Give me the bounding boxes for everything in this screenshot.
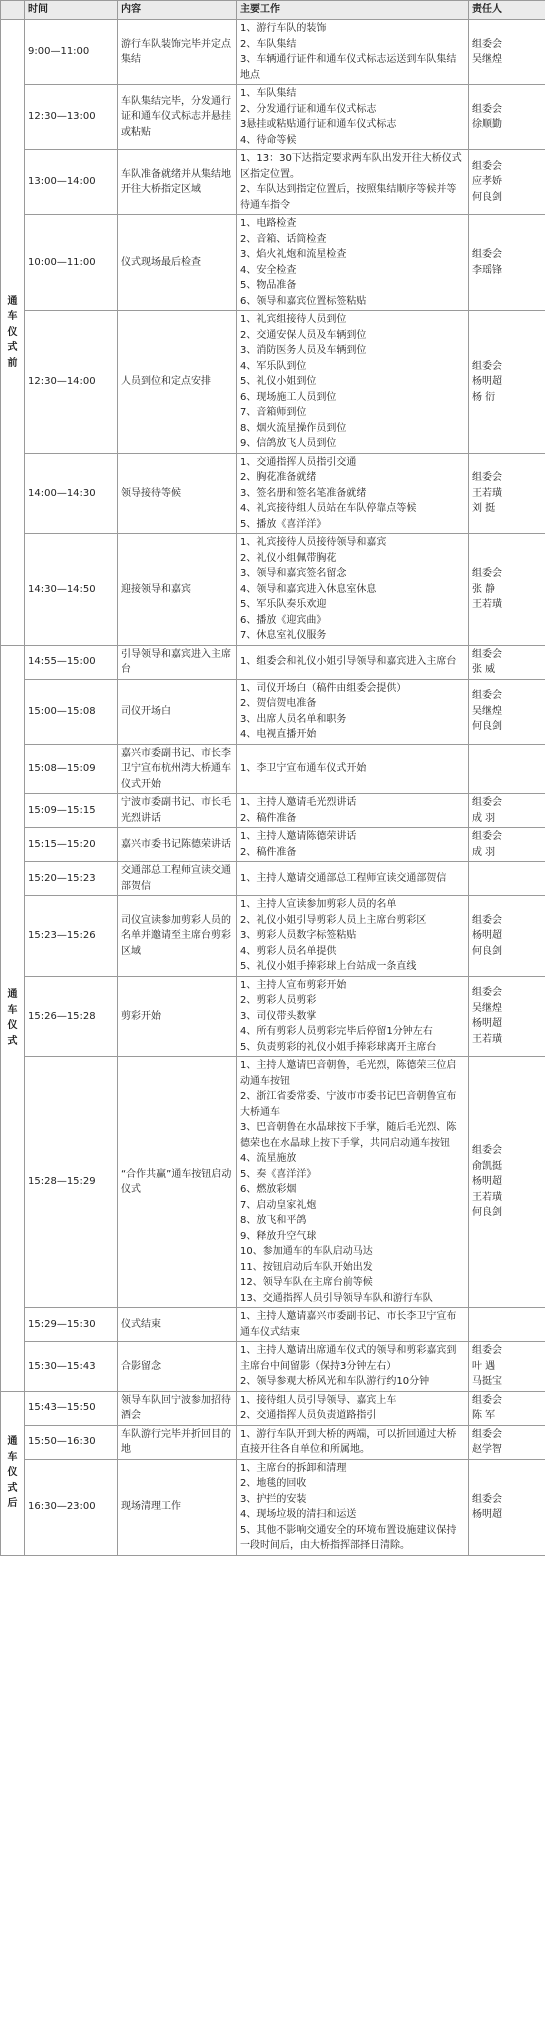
phase-label-char: 仪 [7, 1467, 18, 1479]
schedule-body [1, 20, 545, 1556]
person-name: 组委会 [472, 797, 502, 808]
person-name: 成 羽 [472, 846, 496, 858]
work-item: 5、礼仪小姐到位 [240, 376, 317, 387]
work-item: 5、奏《喜洋洋》 [240, 1168, 317, 1180]
work-item: 4、剪彩人员名单提供 [240, 945, 337, 957]
work-item: 1、交通指挥人员指引交通 [240, 456, 357, 468]
content-cell: 车队游行完毕并折回目的地 [118, 1425, 237, 1459]
work-cell [237, 85, 469, 150]
person-name: 杨明超 [472, 1018, 502, 1030]
person-cell [469, 794, 545, 828]
table-row [1, 976, 545, 1057]
person-name: 杨明超 [472, 1509, 502, 1520]
work-item: 5、礼仪小姐手捧彩球上台站成一条直线 [240, 961, 417, 972]
work-item: 3、出席人员名单和职务 [240, 713, 347, 725]
work-item: 2、剪彩人员剪彩 [240, 995, 317, 1006]
work-item: 1、游行车队的装饰 [240, 23, 327, 34]
person-name: 组委会 [472, 38, 502, 50]
work-item: 2、地毯的回收 [240, 1478, 307, 1489]
work-item: 1、主持人邀请巴音朝鲁，毛光烈，陈德荣三位启动通车按钮 [240, 1060, 457, 1087]
work-cell [237, 645, 469, 679]
person-name: 组委会 [472, 1493, 502, 1505]
person-cell [469, 896, 545, 977]
time-cell: 15:00—15:08 [25, 679, 118, 744]
person-name: 组委会 [472, 1345, 502, 1356]
time-cell: 15:29—15:30 [25, 1308, 118, 1342]
person-name: 组委会 [472, 103, 502, 115]
content-cell: “合作共赢”通车按钮启动仪式 [118, 1057, 237, 1308]
person-name: 组委会 [472, 160, 502, 172]
person-name: 杨明超 [472, 1176, 502, 1188]
content-cell: 仪式结束 [118, 1308, 237, 1342]
person-name: 组委会 [472, 914, 502, 926]
time-cell: 15:08—15:09 [25, 744, 118, 794]
table-row [1, 645, 545, 679]
work-item: 1、组委会和礼仪小姐引导领导和嘉宾进入主席台 [240, 656, 457, 668]
work-item: 4、安全检查 [240, 264, 297, 276]
work-item: 1、李卫宁宣布通车仪式开始 [240, 763, 367, 774]
work-item: 4、礼宾接待组人员站在车队停靠点等候 [240, 503, 417, 514]
work-item: 7、音箱师到位 [240, 407, 307, 418]
phase-label-char: 式 [7, 1035, 18, 1047]
content-cell: 司仪宣读参加剪彩人员的名单并邀请至主席台剪彩区域 [118, 896, 237, 977]
person-cell [469, 976, 545, 1057]
work-item: 2、交通安保人员及车辆到位 [240, 329, 367, 341]
time-cell: 14:55—15:00 [25, 645, 118, 679]
person-name: 王若璜 [472, 599, 502, 610]
table-row [1, 1391, 545, 1425]
table-row [1, 679, 545, 744]
table-row [1, 311, 545, 454]
content-cell: 车队准备就绪并从集结地开往大桥指定区域 [118, 150, 237, 215]
person-name: 何良剑 [472, 945, 502, 957]
person-name: 马挺宝 [472, 1376, 502, 1387]
phase-label-char: 式 [7, 1482, 18, 1494]
work-item: 1、13：30下达指定要求两车队出发开往大桥仪式区指定位置。 [240, 153, 462, 180]
header-row [1, 1, 545, 20]
work-cell [237, 976, 469, 1057]
person-name: 徐顺勤 [472, 119, 502, 130]
time-cell: 14:30—14:50 [25, 534, 118, 646]
content-cell: 游行车队装饰完毕并定点集结 [118, 20, 237, 85]
work-item: 5、负责剪彩的礼仪小姐手捧彩球离开主席台 [240, 1041, 437, 1053]
work-item: 3、领导和嘉宾签名留念 [240, 568, 347, 579]
header-time: 时间 [25, 1, 118, 20]
work-item: 1、电路检查 [240, 218, 297, 229]
content-cell: 领导车队回宁波参加招待酒会 [118, 1391, 237, 1425]
person-name: 组委会 [472, 831, 502, 842]
work-item: 9、释放升空气球 [240, 1230, 317, 1242]
table-row [1, 1459, 545, 1555]
work-item: 1、礼宾组接待人员到位 [240, 314, 347, 325]
work-item: 7、启动皇家礼炮 [240, 1199, 317, 1211]
phase-label-char: 车 [7, 311, 18, 322]
person-name: 吴继煌 [472, 1002, 502, 1014]
work-cell [237, 679, 469, 744]
work-item: 1、主持人宣读参加剪彩人员的名单 [240, 899, 397, 910]
person-name: 张 静 [472, 583, 496, 595]
person-name: 刘 挺 [472, 503, 496, 514]
person-name: 组委会 [472, 472, 502, 483]
content-cell: 现场清理工作 [118, 1459, 237, 1555]
content-cell: 仪式现场最后检查 [118, 215, 237, 311]
person-name: 杨明超 [472, 930, 502, 941]
work-item: 2、分发通行证和通车仪式标志 [240, 103, 377, 115]
work-item: 5、播放《喜洋洋》 [240, 518, 327, 530]
work-item: 4、流星施放 [240, 1153, 297, 1164]
phase-label-char: 仪 [7, 1020, 18, 1031]
person-cell [469, 534, 545, 646]
work-cell [237, 215, 469, 311]
time-cell: 12:30—14:00 [25, 311, 118, 454]
work-item: 4、现场垃圾的清扫和运送 [240, 1509, 357, 1520]
content-cell: 领导接待等候 [118, 453, 237, 534]
table-row [1, 215, 545, 311]
table-row [1, 20, 545, 85]
work-item: 6、现场施工人员到位 [240, 391, 337, 403]
person-cell [469, 1308, 545, 1342]
work-item: 2、车队达到指定位置后，按照集结顺序等候并等待通车指令 [240, 184, 457, 211]
person-cell [469, 311, 545, 454]
work-item: 4、所有剪彩人员剪彩完毕后停留1分钟左右 [240, 1026, 433, 1037]
person-cell [469, 1057, 545, 1308]
time-cell: 15:28—15:29 [25, 1057, 118, 1308]
phase-label-char: 通 [7, 295, 18, 307]
person-cell [469, 85, 545, 150]
work-item: 1、主席台的拆卸和清理 [240, 1462, 347, 1474]
time-cell: 15:43—15:50 [25, 1391, 118, 1425]
work-item: 2、礼仪小组佩带胸花 [240, 552, 337, 564]
work-cell [237, 828, 469, 862]
phase-label [1, 20, 25, 646]
work-item: 13、交通指挥人员引导领导车队和游行车队 [240, 1292, 433, 1304]
work-item: 5、物品准备 [240, 280, 297, 291]
content-cell: 迎接领导和嘉宾 [118, 534, 237, 646]
work-item: 8、放飞和平鸽 [240, 1215, 307, 1226]
work-item: 2、胸花准备就绪 [240, 472, 317, 483]
phase-label-char: 式 [7, 342, 18, 353]
person-cell [469, 20, 545, 85]
work-cell [237, 1057, 469, 1308]
person-name: 何良剑 [472, 1207, 502, 1219]
time-cell: 15:26—15:28 [25, 976, 118, 1057]
person-name: 组委会 [472, 690, 502, 702]
person-cell [469, 215, 545, 311]
person-name: 李瑶锋 [472, 264, 502, 276]
content-cell: 嘉兴市委书记陈德荣讲话 [118, 828, 237, 862]
work-cell [237, 311, 469, 454]
work-item: 1、主持人邀请毛光烈讲话 [240, 797, 357, 808]
table-row [1, 828, 545, 862]
content-cell: 引导领导和嘉宾进入主席台 [118, 645, 237, 679]
person-name: 王若璜 [472, 487, 502, 499]
person-name: 组委会 [472, 249, 502, 260]
work-item: 3、司仪带头数掌 [240, 1010, 317, 1022]
work-cell [237, 1391, 469, 1425]
person-cell [469, 1342, 545, 1392]
person-name: 张 威 [472, 664, 496, 675]
person-name: 吴继煌 [472, 54, 502, 65]
phase-label [1, 645, 25, 1391]
person-name: 叶 遇 [472, 1360, 496, 1372]
work-item: 6、领导和嘉宾位置标签粘贴 [240, 295, 367, 307]
work-item: 6、燃放彩烟 [240, 1184, 297, 1195]
content-cell: 宁波市委副书记、市长毛光烈讲话 [118, 794, 237, 828]
work-item: 1、主持人邀请陈德荣讲话 [240, 831, 357, 842]
content-cell: 司仪开场白 [118, 679, 237, 744]
work-item: 11、按钮启动后车队开始出发 [240, 1261, 373, 1273]
table-row [1, 453, 545, 534]
table-row [1, 794, 545, 828]
work-item: 8、烟火流星操作员到位 [240, 422, 347, 434]
person-cell [469, 828, 545, 862]
content-cell: 嘉兴市委副书记、市长李卫宁宣布杭州湾大桥通车仪式开始 [118, 744, 237, 794]
work-cell [237, 1308, 469, 1342]
phase-label [1, 1391, 25, 1555]
content-cell: 交通部总工程师宣读交通部贺信 [118, 862, 237, 896]
time-cell: 10:00—11:00 [25, 215, 118, 311]
person-name: 成 羽 [472, 812, 496, 824]
table-row [1, 1308, 545, 1342]
header-corner [1, 1, 25, 20]
header-work: 主要工作 [237, 1, 469, 20]
person-cell [469, 679, 545, 744]
time-cell: 13:00—14:00 [25, 150, 118, 215]
work-item: 3、车辆通行证件和通车仪式标志运送到车队集结地点 [240, 54, 457, 81]
person-cell [469, 150, 545, 215]
person-name: 组委会 [472, 1428, 502, 1440]
phase-label-char: 前 [7, 357, 18, 369]
time-cell: 9:00—11:00 [25, 20, 118, 85]
phase-label-char: 车 [7, 1004, 18, 1016]
work-item: 1、礼宾接待人员接待领导和嘉宾 [240, 537, 387, 548]
work-item: 1、接待组人员引导领导、嘉宾上车 [240, 1394, 397, 1406]
content-cell: 剪彩开始 [118, 976, 237, 1057]
work-item: 3、剪彩人员数字标签粘贴 [240, 930, 357, 941]
time-cell: 14:00—14:30 [25, 453, 118, 534]
table-row [1, 862, 545, 896]
table-row [1, 1425, 545, 1459]
work-item: 1、司仪开场白（稿件由组委会提供） [240, 682, 407, 694]
phase-label-char: 车 [7, 1451, 18, 1463]
time-cell: 15:50—16:30 [25, 1425, 118, 1459]
work-item: 3、焰火礼炮和流星检查 [240, 249, 347, 260]
work-item: 3、护拦的安装 [240, 1493, 307, 1505]
work-item: 2、礼仪小姐引导剪彩人员上主席台剪彩区 [240, 914, 427, 926]
work-item: 4、军乐队到位 [240, 360, 307, 372]
work-cell [237, 534, 469, 646]
person-name: 应孝娇 [472, 176, 502, 188]
work-item: 2、稿件准备 [240, 812, 297, 824]
work-item: 1、主持人宣布剪彩开始 [240, 979, 347, 991]
work-item: 2、稿件准备 [240, 846, 297, 858]
content-cell: 人员到位和定点安排 [118, 311, 237, 454]
time-cell: 15:15—15:20 [25, 828, 118, 862]
person-name: 王若璜 [472, 1191, 502, 1203]
phase-label-char: 通 [7, 1436, 18, 1448]
work-item: 2、交通指挥人员负责道路指引 [240, 1410, 377, 1421]
table-row [1, 744, 545, 794]
phase-label-char: 仪 [7, 326, 18, 338]
person-name: 组委会 [472, 648, 502, 660]
work-item: 1、主持人邀请嘉兴市委副书记、市长李卫宁宣布通车仪式结束 [240, 1311, 457, 1338]
phase-label-char: 后 [7, 1498, 18, 1510]
time-cell: 15:30—15:43 [25, 1342, 118, 1392]
person-cell [469, 645, 545, 679]
work-item: 6、播放《迎宾曲》 [240, 614, 327, 626]
person-name: 何良剑 [472, 721, 502, 733]
work-item: 3、签名册和签名笔准备就绪 [240, 487, 367, 499]
table-row [1, 1342, 545, 1392]
person-name: 组委会 [472, 360, 502, 372]
work-item: 2、贺信贺电准备 [240, 698, 317, 709]
person-name: 俞凯挺 [472, 1160, 502, 1172]
person-cell [469, 862, 545, 896]
work-cell [237, 1342, 469, 1392]
person-cell [469, 1459, 545, 1555]
work-cell [237, 150, 469, 215]
work-cell [237, 1425, 469, 1459]
person-cell [469, 453, 545, 534]
time-cell: 16:30—23:00 [25, 1459, 118, 1555]
time-cell: 12:30—13:00 [25, 85, 118, 150]
phase-label-char: 通 [7, 989, 18, 1000]
person-name: 杨 衍 [472, 391, 496, 403]
person-cell [469, 1391, 545, 1425]
person-name: 组委会 [472, 1145, 502, 1157]
person-cell [469, 744, 545, 794]
person-name: 何良剑 [472, 191, 502, 203]
header-person: 责任人 [469, 1, 545, 20]
work-item: 12、领导车队在主席台前等候 [240, 1277, 373, 1288]
table-row [1, 150, 545, 215]
work-item: 2、车队集结 [240, 38, 297, 50]
work-item: 1、车队集结 [240, 88, 297, 99]
work-item: 3、消防医务人员及车辆到位 [240, 345, 367, 356]
person-name: 王若璜 [472, 1033, 502, 1045]
work-item: 7、休息室礼仪服务 [240, 630, 327, 641]
work-cell [237, 896, 469, 977]
table-row [1, 1057, 545, 1308]
work-cell [237, 453, 469, 534]
person-name: 陈 军 [472, 1410, 496, 1421]
time-cell: 15:23—15:26 [25, 896, 118, 977]
work-item: 3悬挂或粘贴通行证和通车仪式标志 [240, 119, 397, 130]
work-cell [237, 1459, 469, 1555]
content-cell: 合影留念 [118, 1342, 237, 1392]
work-item: 10、参加通车的车队启动马达 [240, 1246, 373, 1257]
person-name: 杨明超 [472, 376, 502, 387]
work-item: 4、电视直播开始 [240, 729, 317, 740]
work-item: 2、浙江省委常委、宁波市市委书记巴音朝鲁宣布大桥通车 [240, 1091, 457, 1118]
time-cell: 15:09—15:15 [25, 794, 118, 828]
work-cell [237, 744, 469, 794]
time-cell: 15:20—15:23 [25, 862, 118, 896]
person-name: 组委会 [472, 568, 502, 579]
person-cell [469, 1425, 545, 1459]
work-item: 9、信鸽放飞人员到位 [240, 438, 337, 449]
work-item: 1、游行车队开到大桥的两端，可以折回通过大桥直接开往各自单位和所属地。 [240, 1428, 457, 1455]
work-item: 3、巴音朝鲁在水晶球按下手掌，随后毛光烈、陈德荣也在水晶球上按下手掌，共同启动通车按钮 [240, 1122, 457, 1149]
work-item: 2、音箱、话筒检查 [240, 233, 327, 245]
table-row [1, 534, 545, 646]
work-cell [237, 794, 469, 828]
content-cell: 车队集结完毕，分发通行证和通车仪式标志并悬挂或粘贴 [118, 85, 237, 150]
person-name: 组委会 [472, 1394, 502, 1406]
work-item: 4、领导和嘉宾进入休息室休息 [240, 583, 377, 595]
work-item: 2、领导参观大桥风光和车队游行约10分钟 [240, 1376, 430, 1387]
work-item: 4、待命等候 [240, 134, 297, 146]
work-item: 1、主持人邀请交通部总工程师宣读交通部贺信 [240, 872, 447, 884]
table-row [1, 896, 545, 977]
header-content: 内容 [118, 1, 237, 20]
work-item: 5、军乐队奏乐欢迎 [240, 599, 327, 610]
person-name: 组委会 [472, 987, 502, 999]
work-item: 5、其他不影响交通安全的环境布置设施建议保持一段时间后，由大桥指挥部择日清除。 [240, 1524, 457, 1551]
table-row [1, 85, 545, 150]
person-name: 赵学智 [472, 1444, 502, 1455]
work-item: 1、主持人邀请出席通车仪式的领导和剪彩嘉宾到主席台中间留影（保持3分钟左右） [240, 1345, 457, 1372]
person-name: 吴继煌 [472, 705, 502, 717]
work-cell [237, 862, 469, 896]
work-cell [237, 20, 469, 85]
